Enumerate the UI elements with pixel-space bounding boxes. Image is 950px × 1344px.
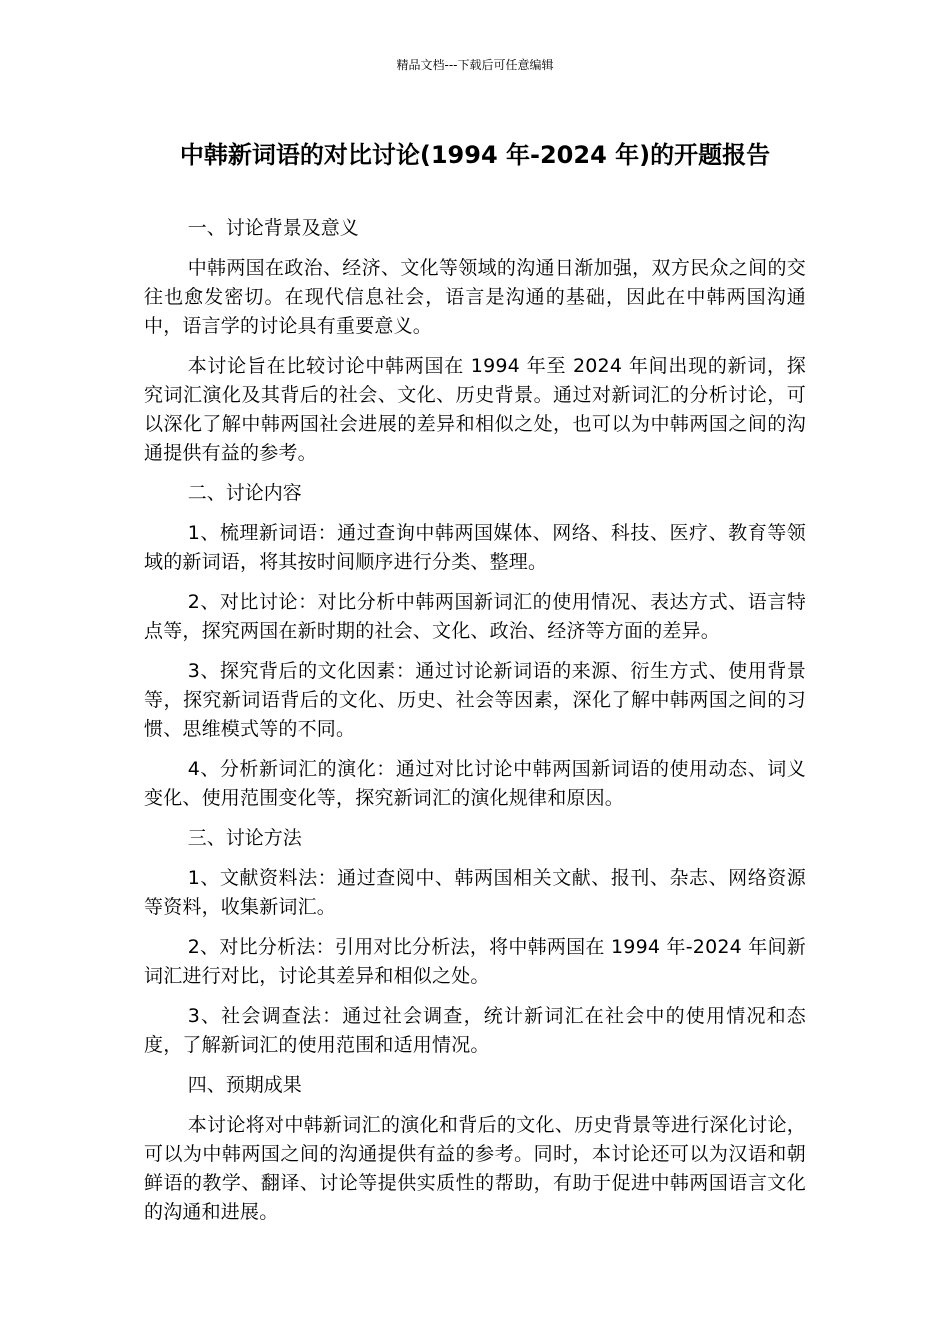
paragraph: 4、分析新词汇的演化：通过对比讨论中韩两国新词语的使用动态、词义变化、使用范围变化等，探究新词汇的演化规律和原因。 [144, 758, 806, 809]
section-heading-content: 二、讨论内容 [187, 482, 302, 504]
paragraph: 本讨论旨在比较讨论中韩两国在 1994 年至 2024 年间出现的新词，探究词汇演化及其背后的社会、文化、历史背景。通过对新词汇的分析讨论，可以深化了解中韩两国社会进展的差异和相似之处，也可以为中韩两国之间的沟通提供有益的参考。 [144, 355, 806, 464]
paragraph: 1、梳理新词语：通过查询中韩两国媒体、网络、科技、医疗、教育等领域的新词语，将其按时间顺序进行分类、整理。 [144, 522, 806, 573]
section-heading-background: 一、讨论背景及意义 [187, 217, 359, 239]
paragraph: 3、探究背后的文化因素：通过讨论新词语的来源、衍生方式、使用背景等，探究新词语背后的文化、历史、社会等因素，深化了解中韩两国之间的习惯、思维模式等的不同。 [144, 660, 806, 740]
paragraph: 3、社会调查法：通过社会调查，统计新词汇在社会中的使用情况和态度，了解新词汇的使用范围和适用情况。 [144, 1005, 806, 1056]
section-heading-outcomes: 四、预期成果 [187, 1074, 302, 1096]
document-title: 中韩新词语的对比讨论(1994 年-2024 年)的开题报告 [179, 141, 771, 169]
paragraph: 2、对比讨论：对比分析中韩两国新词汇的使用情况、表达方式、语言特点等，探究两国在新时期的社会、文化、政治、经济等方面的差异。 [144, 591, 806, 642]
paragraph: 2、对比分析法：引用对比分析法，将中韩两国在 1994 年-2024 年间新词汇进行对比，讨论其差异和相似之处。 [144, 936, 806, 987]
paragraph: 1、文献资料法：通过查阅中、韩两国相关文献、报刊、杂志、网络资源等资料，收集新词汇。 [144, 867, 806, 918]
header-note: 精品文档---下载后可任意编辑 [396, 58, 554, 72]
paragraph: 本讨论将对中韩新词汇的演化和背后的文化、历史背景等进行深化讨论，可以为中韩两国之间的沟通提供有益的参考。同时，本讨论还可以为汉语和朝鲜语的教学、翻译、讨论等提供实质性的帮助，有助于促进中韩两国语言文化的沟通和进展。 [144, 1114, 806, 1223]
section-heading-methods: 三、讨论方法 [187, 827, 302, 849]
paragraph: 中韩两国在政治、经济、文化等领域的沟通日渐加强，双方民众之间的交往也愈发密切。在现代信息社会，语言是沟通的基础，因此在中韩两国沟通中，语言学的讨论具有重要意义。 [144, 257, 806, 337]
document-body [144, 214, 806, 1238]
